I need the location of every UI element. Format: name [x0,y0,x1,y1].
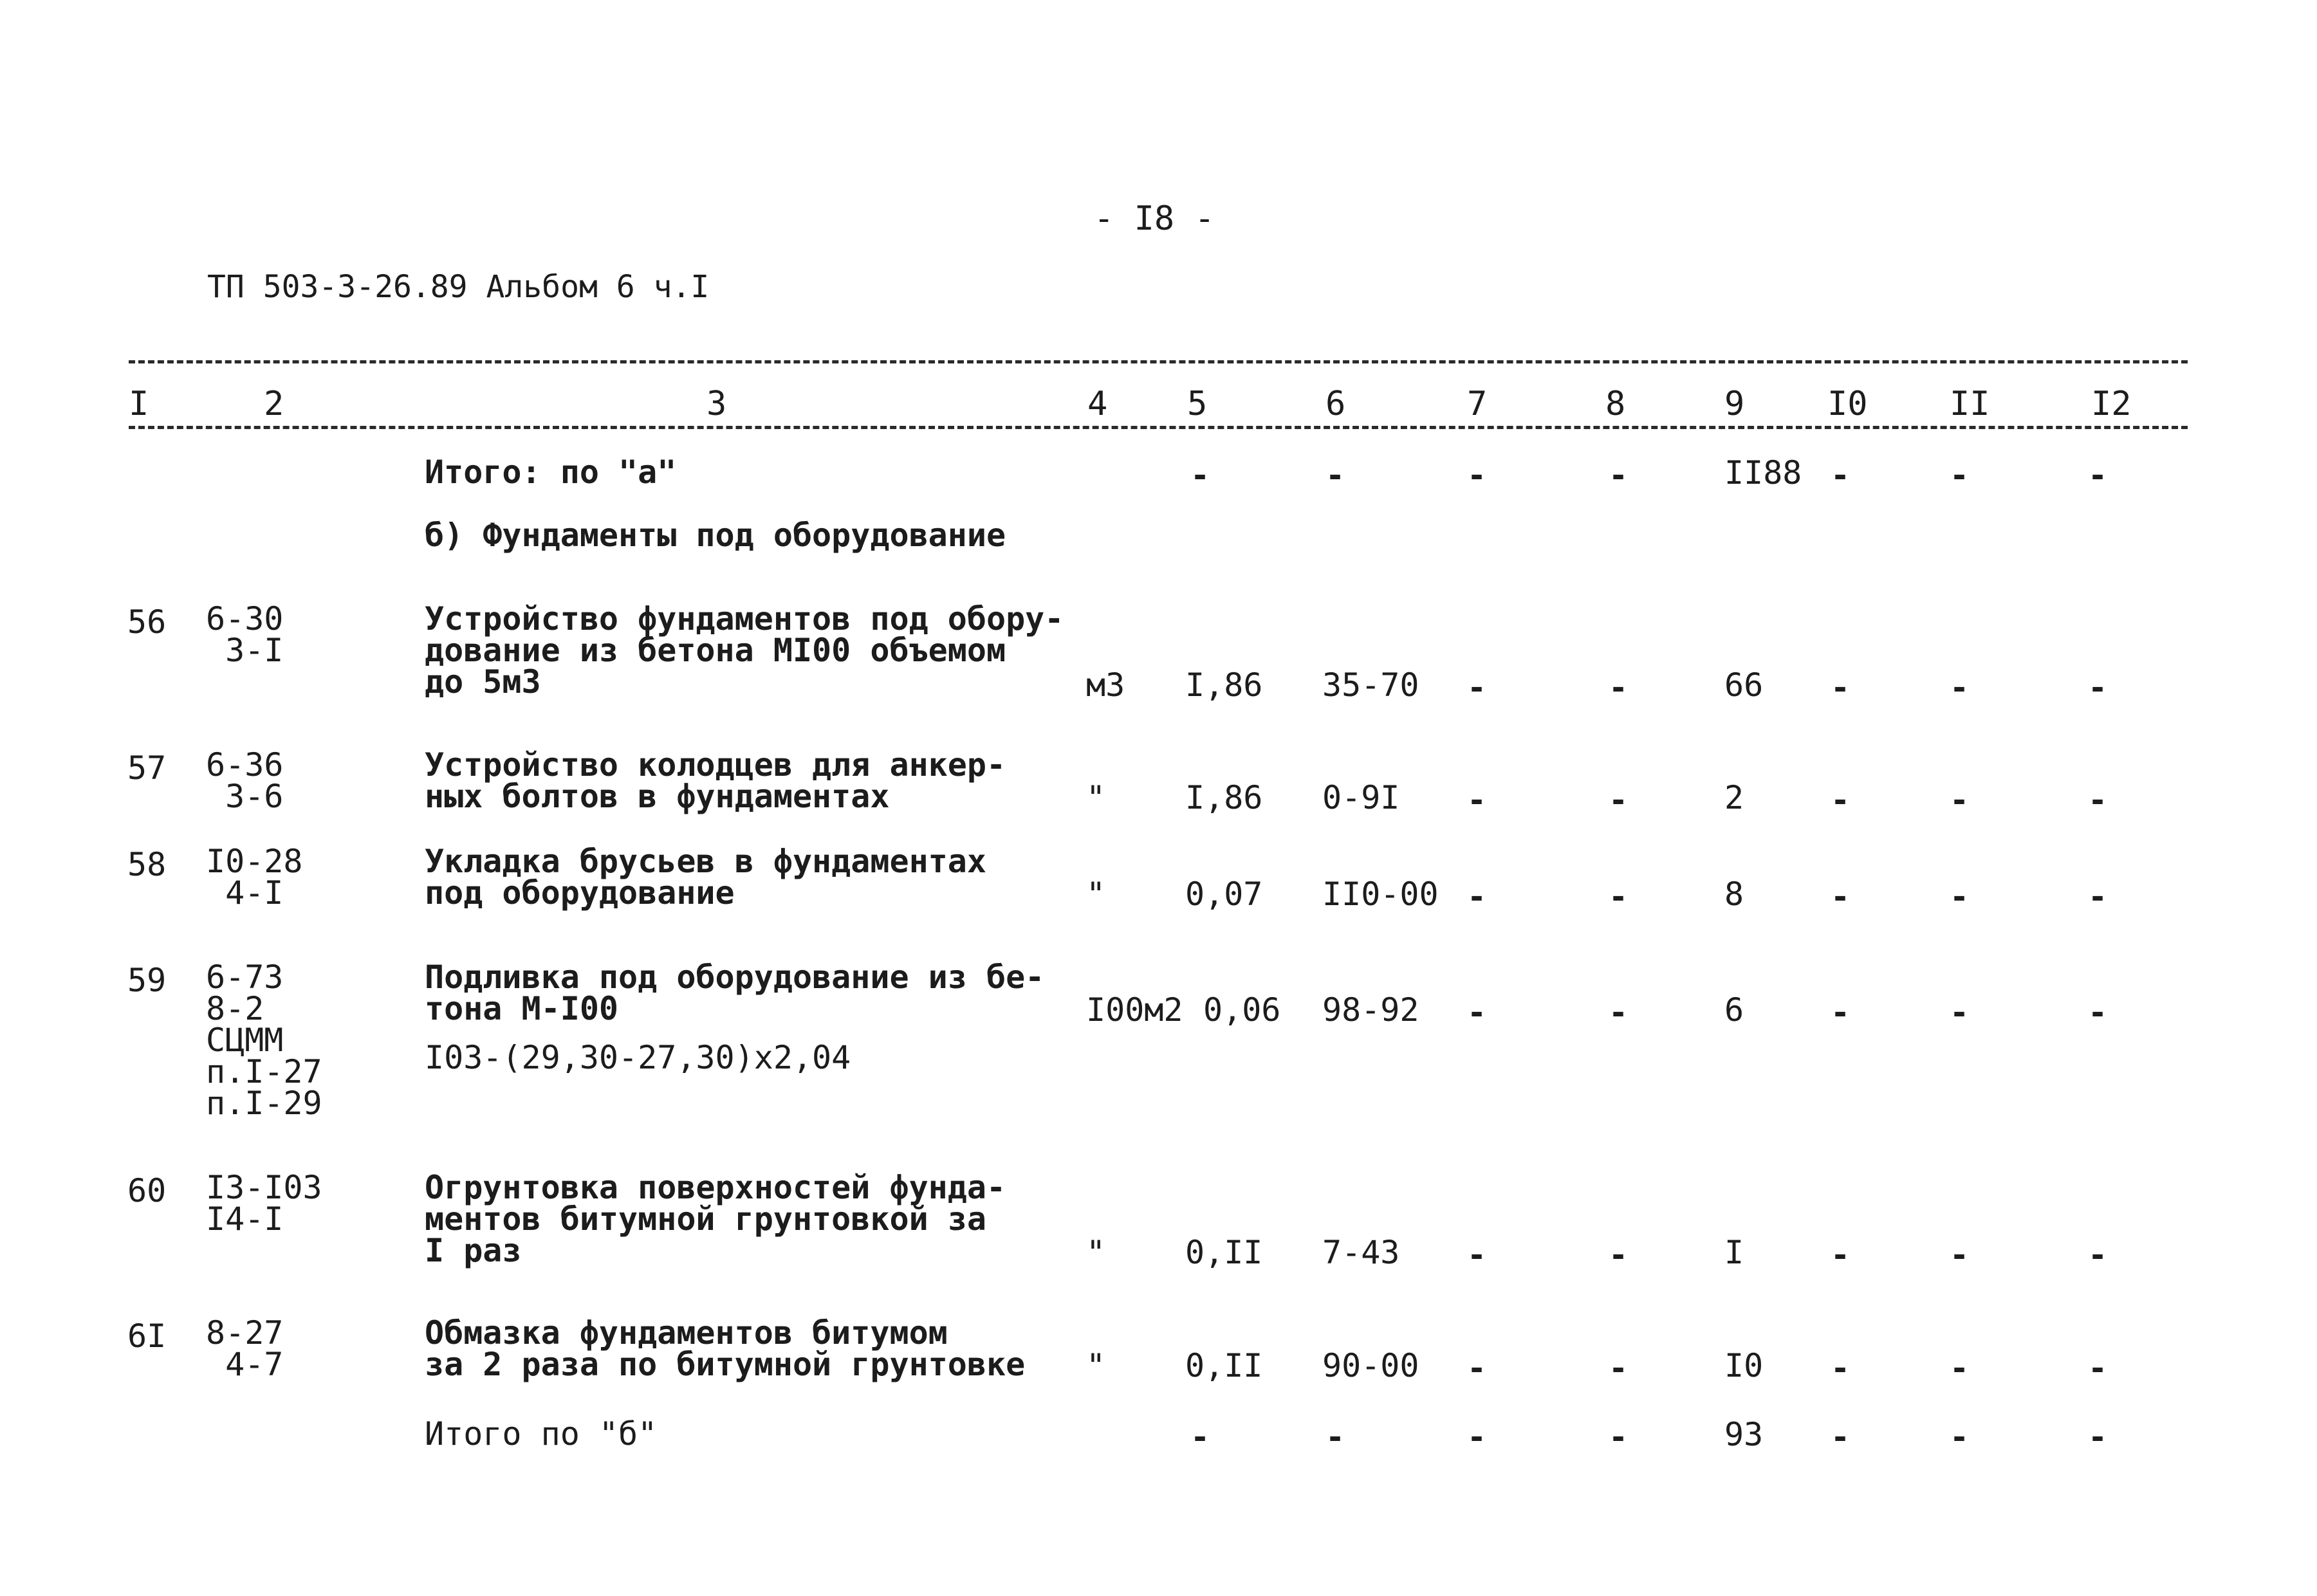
row-description: Огрунтовка поверхностей фунда- ментов битумной грунтовкой за I раз [425,1169,1006,1269]
row-number: 57 [127,749,167,787]
row-description: Укладка брусьев в фундаментах под оборудование [425,843,986,912]
row-col9: 2 [1724,779,1744,816]
row-col12: - [2088,1350,2108,1387]
row-unit: " [1086,1347,1106,1384]
column-number-4: 4 [1087,385,1108,423]
row-quantity: 0,II [1185,1234,1263,1271]
row-col11: - [1950,1350,1970,1387]
page-number: - I8 - [1094,199,1215,238]
row-col12: - [2088,1236,2108,1274]
column-number-7: 7 [1467,385,1488,423]
row-col11: - [1950,878,1970,915]
row-col10: - [1831,1236,1851,1274]
column-number-10: I0 [1827,385,1868,423]
row-col9: I0 [1724,1347,1764,1384]
row-col8: - [1609,1236,1629,1274]
row-col7: - [1467,878,1487,915]
row-col7: - [1467,994,1487,1031]
total-a-col9: II88 [1724,454,1802,491]
row-col7: - [1467,669,1487,706]
row-code: 8-27 4-7 [206,1314,284,1383]
total-a-col7: - [1467,457,1487,494]
column-number-12: I2 [2091,385,2132,423]
row-col10: - [1831,669,1851,706]
total-b-col5: - [1190,1418,1210,1456]
total-b-col6: - [1325,1418,1345,1456]
row-unit: " [1086,779,1106,816]
row-col10: - [1831,782,1851,819]
row-formula: I03-(29,30-27,30)х2,04 [425,1039,851,1076]
row-price: 35-70 [1322,666,1419,704]
row-number: 6I [127,1317,167,1355]
row-quantity: 0,07 [1185,876,1263,913]
row-price: 0-9I [1322,779,1400,816]
table-top-rule [129,360,2188,363]
row-description: Обмазка фундаментов битумом за 2 раза по битумной грунтовке [425,1314,1026,1383]
row-unit: I00м2 [1086,991,1183,1029]
row-code: I3-I03 I4-I [206,1169,322,1238]
row-description: Подливка под оборудование из бе- тона М-I00 [425,959,1045,1027]
row-unit: м3 [1086,666,1125,704]
column-number-8: 8 [1605,385,1626,423]
row-col7: - [1467,1236,1487,1274]
total-b-label: Итого по "б" [425,1415,658,1453]
total-b-col12: - [2088,1418,2108,1456]
row-col11: - [1950,994,1970,1031]
row-col10: - [1831,994,1851,1031]
row-col12: - [2088,878,2108,915]
total-b-col8: - [1609,1418,1629,1456]
row-description: Устройство колодцев для анкер- ных болтов в фундаментах [425,746,1006,815]
row-number: 59 [127,962,167,999]
total-b-col9: 93 [1724,1416,1764,1453]
row-quantity: I,86 [1185,666,1263,704]
row-price: 90-00 [1322,1347,1419,1384]
row-description: Устройство фундаментов под обору- дование из бетона МI00 объемом до 5м3 [425,600,1064,701]
table-header-rule [129,426,2188,429]
total-a-col8: - [1609,457,1629,494]
row-col10: - [1831,878,1851,915]
row-number: 58 [127,846,167,883]
row-quantity: I,86 [1185,779,1263,816]
row-col8: - [1609,669,1629,706]
row-quantity: 0,06 [1203,991,1281,1029]
total-a-col10: - [1831,457,1851,494]
column-number-9: 9 [1724,385,1745,423]
row-col8: - [1609,782,1629,819]
row-col9: 66 [1724,666,1764,704]
total-b-col7: - [1467,1418,1487,1456]
column-number-3: 3 [706,385,727,423]
row-code: I0-28 4-I [206,843,303,912]
total-b-col10: - [1831,1418,1851,1456]
row-price: 7-43 [1322,1234,1400,1271]
row-col10: - [1831,1350,1851,1387]
column-number-5: 5 [1187,385,1208,423]
total-a-col12: - [2088,457,2108,494]
row-col7: - [1467,1350,1487,1387]
row-col8: - [1609,1350,1629,1387]
row-price: II0-00 [1322,876,1439,913]
row-col7: - [1467,782,1487,819]
row-code: 6-73 8-2 СЦММ п.I-27 п.I-29 [206,959,322,1122]
row-col8: - [1609,878,1629,915]
column-number-11: II [1950,385,1990,423]
row-code: 6-36 3-6 [206,746,284,815]
row-col11: - [1950,669,1970,706]
total-a-label: Итого: по "а" [425,454,677,491]
document-code: ТП 503-3-26.89 Альбом 6 ч.I [207,269,710,305]
total-a-col6: - [1325,457,1345,494]
row-col12: - [2088,782,2108,819]
row-number: 56 [127,603,167,641]
column-number-2: 2 [264,385,284,423]
row-col12: - [2088,994,2108,1031]
column-number-6: 6 [1325,385,1346,423]
total-b-col11: - [1950,1418,1970,1456]
column-number-1: I [129,385,149,423]
row-col11: - [1950,782,1970,819]
section-title: б) Фундаменты под оборудование [425,517,1006,554]
total-a-col11: - [1950,457,1970,494]
row-unit: " [1086,876,1106,913]
row-unit: " [1086,1234,1106,1271]
row-quantity: 0,II [1185,1347,1263,1384]
row-code: 6-30 3-I [206,600,284,669]
row-col8: - [1609,994,1629,1031]
row-col12: - [2088,669,2108,706]
row-col9: I [1724,1234,1744,1271]
row-col11: - [1950,1236,1970,1274]
row-col9: 6 [1724,991,1744,1029]
total-a-col5: - [1190,457,1210,494]
row-price: 98-92 [1322,991,1419,1029]
row-col9: 8 [1724,876,1744,913]
row-number: 60 [127,1172,167,1209]
